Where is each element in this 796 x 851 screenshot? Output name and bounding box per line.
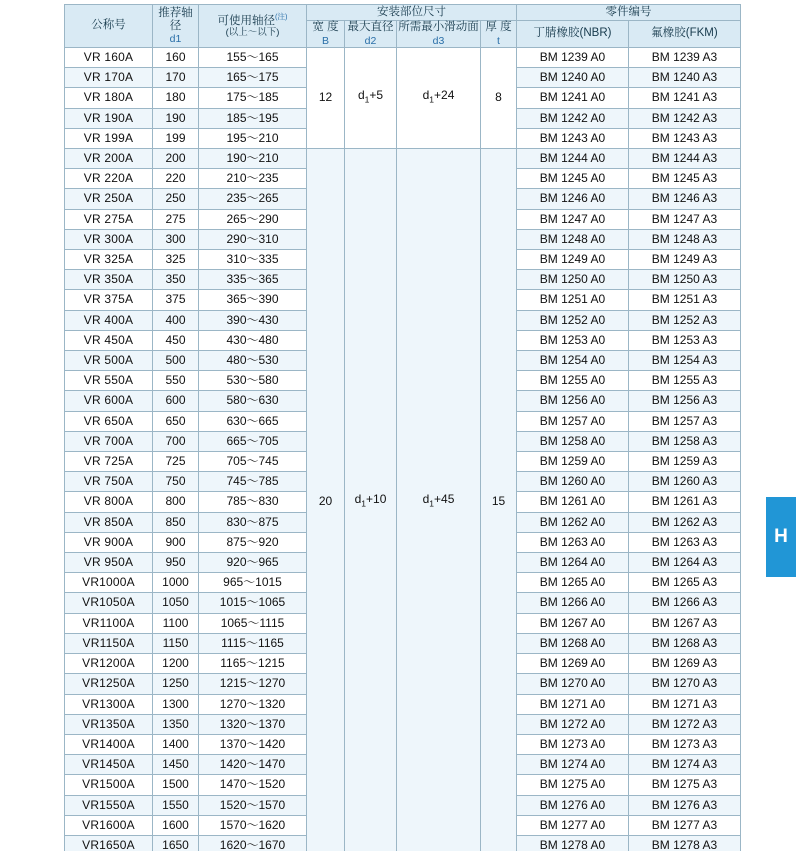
cell-shaft-diameter: 180: [153, 88, 199, 108]
cell-part-number-fkm: BM 1243 A3: [629, 128, 741, 148]
cell-shaft-diameter: 170: [153, 68, 199, 88]
cell-model-name: VR1350A: [65, 714, 153, 734]
cell-model-name: VR1550A: [65, 795, 153, 815]
cell-model-name: VR 400A: [65, 310, 153, 330]
cell-part-number-fkm: BM 1247 A3: [629, 209, 741, 229]
cell-width: 20: [307, 149, 345, 851]
cell-part-number-fkm: BM 1274 A3: [629, 755, 741, 775]
cell-part-number-nbr: BM 1269 A0: [517, 654, 629, 674]
cell-usable-range: 1370～1420: [199, 734, 307, 754]
cell-model-name: VR 950A: [65, 553, 153, 573]
cell-part-number-fkm: BM 1246 A3: [629, 189, 741, 209]
cell-usable-range: 1215～1270: [199, 674, 307, 694]
cell-model-name: VR 800A: [65, 492, 153, 512]
cell-usable-range: 630～665: [199, 411, 307, 431]
cell-part-number-nbr: BM 1262 A0: [517, 512, 629, 532]
cell-usable-range: 1520～1570: [199, 795, 307, 815]
cell-usable-range: 1115～1165: [199, 633, 307, 653]
cell-shaft-diameter: 700: [153, 431, 199, 451]
cell-model-name: VR 850A: [65, 512, 153, 532]
cell-shaft-diameter: 550: [153, 371, 199, 391]
cell-model-name: VR1250A: [65, 674, 153, 694]
cell-usable-range: 830～875: [199, 512, 307, 532]
cell-usable-range: 310～335: [199, 250, 307, 270]
cell-part-number-nbr: BM 1252 A0: [517, 310, 629, 330]
cell-shaft-diameter: 1150: [153, 633, 199, 653]
cell-part-number-fkm: BM 1276 A3: [629, 795, 741, 815]
cell-model-name: VR1000A: [65, 573, 153, 593]
cell-part-number-fkm: BM 1273 A3: [629, 734, 741, 754]
cell-usable-range: 265～290: [199, 209, 307, 229]
cell-usable-range: 1270～1320: [199, 694, 307, 714]
cell-part-number-fkm: BM 1253 A3: [629, 330, 741, 350]
cell-min-sliding-surface: $d_1+24$: [397, 48, 481, 149]
cell-shaft-diameter: 325: [153, 250, 199, 270]
cell-part-number-fkm: BM 1245 A3: [629, 169, 741, 189]
cell-part-number-fkm: BM 1277 A3: [629, 815, 741, 835]
cell-shaft-diameter: 250: [153, 189, 199, 209]
cell-thickness: 8: [481, 48, 517, 149]
cell-part-number-nbr: BM 1264 A0: [517, 553, 629, 573]
cell-part-number-nbr: BM 1260 A0: [517, 472, 629, 492]
cell-shaft-diameter: 850: [153, 512, 199, 532]
cell-width: 12: [307, 48, 345, 149]
cell-shaft-diameter: 750: [153, 472, 199, 492]
cell-shaft-diameter: 1450: [153, 755, 199, 775]
cell-part-number-nbr: BM 1251 A0: [517, 290, 629, 310]
cell-shaft-diameter: 725: [153, 452, 199, 472]
cell-model-name: VR 650A: [65, 411, 153, 431]
cell-model-name: VR 725A: [65, 452, 153, 472]
cell-part-number-nbr: BM 1272 A0: [517, 714, 629, 734]
cell-model-name: VR 325A: [65, 250, 153, 270]
specification-table: [64, 4, 741, 851]
cell-shaft-diameter: 350: [153, 270, 199, 290]
cell-model-name: VR1600A: [65, 815, 153, 835]
cell-shaft-diameter: 1300: [153, 694, 199, 714]
cell-part-number-nbr: BM 1259 A0: [517, 452, 629, 472]
cell-part-number-nbr: BM 1246 A0: [517, 189, 629, 209]
cell-model-name: VR1200A: [65, 654, 153, 674]
cell-model-name: VR 170A: [65, 68, 153, 88]
cell-shaft-diameter: 160: [153, 48, 199, 68]
header-group-part-number: 零件编号: [517, 5, 741, 21]
cell-shaft-diameter: 1050: [153, 593, 199, 613]
cell-shaft-diameter: 950: [153, 553, 199, 573]
cell-part-number-nbr: BM 1263 A0: [517, 532, 629, 552]
cell-shaft-diameter: 1500: [153, 775, 199, 795]
cell-part-number-nbr: BM 1268 A0: [517, 633, 629, 653]
table-body: [65, 48, 741, 851]
cell-usable-range: 290～310: [199, 229, 307, 249]
cell-part-number-nbr: BM 1245 A0: [517, 169, 629, 189]
cell-part-number-fkm: BM 1259 A3: [629, 452, 741, 472]
header-fkm: 氟橡胶(FKM): [629, 21, 741, 48]
cell-part-number-fkm: BM 1248 A3: [629, 229, 741, 249]
cell-shaft-diameter: 500: [153, 351, 199, 371]
cell-part-number-fkm: BM 1244 A3: [629, 149, 741, 169]
cell-model-name: VR 250A: [65, 189, 153, 209]
section-tab-h[interactable]: H: [766, 497, 796, 577]
cell-part-number-fkm: BM 1251 A3: [629, 290, 741, 310]
cell-usable-range: 705～745: [199, 452, 307, 472]
cell-part-number-fkm: BM 1263 A3: [629, 532, 741, 552]
cell-model-name: VR 190A: [65, 108, 153, 128]
header-width: 宽 度 B: [307, 21, 345, 48]
cell-usable-range: 580～630: [199, 391, 307, 411]
cell-part-number-fkm: BM 1265 A3: [629, 573, 741, 593]
cell-model-name: VR 180A: [65, 88, 153, 108]
table-header: [65, 5, 741, 48]
cell-usable-range: 480～530: [199, 351, 307, 371]
cell-part-number-nbr: BM 1277 A0: [517, 815, 629, 835]
table-row: [65, 149, 741, 169]
cell-usable-range: 920～965: [199, 553, 307, 573]
cell-part-number-fkm: BM 1270 A3: [629, 674, 741, 694]
cell-part-number-fkm: BM 1272 A3: [629, 714, 741, 734]
cell-usable-range: 1320～1370: [199, 714, 307, 734]
cell-part-number-nbr: BM 1256 A0: [517, 391, 629, 411]
cell-usable-range: 530～580: [199, 371, 307, 391]
cell-part-number-nbr: BM 1239 A0: [517, 48, 629, 68]
cell-usable-range: 1420～1470: [199, 755, 307, 775]
cell-shaft-diameter: 375: [153, 290, 199, 310]
cell-part-number-nbr: BM 1267 A0: [517, 613, 629, 633]
cell-part-number-fkm: BM 1260 A3: [629, 472, 741, 492]
cell-usable-range: 165～175: [199, 68, 307, 88]
cell-usable-range: 1015～1065: [199, 593, 307, 613]
cell-model-name: VR1050A: [65, 593, 153, 613]
cell-part-number-nbr: BM 1247 A0: [517, 209, 629, 229]
cell-part-number-fkm: BM 1266 A3: [629, 593, 741, 613]
cell-shaft-diameter: 1000: [153, 573, 199, 593]
cell-part-number-nbr: BM 1249 A0: [517, 250, 629, 270]
cell-shaft-diameter: 1400: [153, 734, 199, 754]
cell-part-number-nbr: BM 1274 A0: [517, 755, 629, 775]
cell-usable-range: 1065～1115: [199, 613, 307, 633]
cell-shaft-diameter: 190: [153, 108, 199, 128]
cell-part-number-nbr: BM 1278 A0: [517, 835, 629, 851]
cell-usable-range: 785～830: [199, 492, 307, 512]
cell-part-number-nbr: BM 1253 A0: [517, 330, 629, 350]
cell-model-name: VR 500A: [65, 351, 153, 371]
cell-part-number-fkm: BM 1256 A3: [629, 391, 741, 411]
cell-part-number-nbr: BM 1261 A0: [517, 492, 629, 512]
cell-part-number-fkm: BM 1254 A3: [629, 351, 741, 371]
cell-part-number-fkm: BM 1257 A3: [629, 411, 741, 431]
cell-model-name: VR1300A: [65, 694, 153, 714]
cell-model-name: VR1150A: [65, 633, 153, 653]
cell-usable-range: 1470～1520: [199, 775, 307, 795]
cell-usable-range: 210～235: [199, 169, 307, 189]
cell-part-number-fkm: BM 1275 A3: [629, 775, 741, 795]
cell-shaft-diameter: 275: [153, 209, 199, 229]
cell-part-number-fkm: BM 1267 A3: [629, 613, 741, 633]
cell-model-name: VR 375A: [65, 290, 153, 310]
cell-usable-range: 365～390: [199, 290, 307, 310]
cell-part-number-nbr: BM 1258 A0: [517, 431, 629, 451]
header-recommended-shaft-diameter: 推荐轴径 d1: [153, 5, 199, 48]
cell-usable-range: 1570～1620: [199, 815, 307, 835]
cell-usable-range: 745～785: [199, 472, 307, 492]
cell-shaft-diameter: 1200: [153, 654, 199, 674]
cell-part-number-nbr: BM 1250 A0: [517, 270, 629, 290]
cell-part-number-nbr: BM 1242 A0: [517, 108, 629, 128]
cell-part-number-nbr: BM 1244 A0: [517, 149, 629, 169]
cell-model-name: VR1400A: [65, 734, 153, 754]
cell-part-number-fkm: BM 1250 A3: [629, 270, 741, 290]
cell-part-number-nbr: BM 1265 A0: [517, 573, 629, 593]
cell-usable-range: 235～265: [199, 189, 307, 209]
cell-part-number-fkm: BM 1261 A3: [629, 492, 741, 512]
cell-model-name: VR1500A: [65, 775, 153, 795]
cell-model-name: VR 200A: [65, 149, 153, 169]
cell-shaft-diameter: 1550: [153, 795, 199, 815]
cell-part-number-fkm: BM 1255 A3: [629, 371, 741, 391]
cell-shaft-diameter: 600: [153, 391, 199, 411]
cell-part-number-nbr: BM 1276 A0: [517, 795, 629, 815]
cell-part-number-fkm: BM 1252 A3: [629, 310, 741, 330]
cell-usable-range: 665～705: [199, 431, 307, 451]
header-usable-shaft-diameter: 可使用轴径$^{(注)}$ (以上～以下): [199, 5, 307, 48]
cell-part-number-fkm: BM 1240 A3: [629, 68, 741, 88]
cell-shaft-diameter: 1100: [153, 613, 199, 633]
cell-model-name: VR 220A: [65, 169, 153, 189]
cell-usable-range: 335～365: [199, 270, 307, 290]
header-name: 公称号: [65, 5, 153, 48]
table-row: [65, 48, 741, 68]
cell-usable-range: 1620～1670: [199, 835, 307, 851]
cell-model-name: VR 275A: [65, 209, 153, 229]
header-thickness: 厚 度 t: [481, 21, 517, 48]
cell-part-number-fkm: BM 1264 A3: [629, 553, 741, 573]
cell-max-diameter: $d_1+5$: [345, 48, 397, 149]
cell-model-name: VR 700A: [65, 431, 153, 451]
cell-usable-range: 155～165: [199, 48, 307, 68]
cell-model-name: VR 450A: [65, 330, 153, 350]
header-group-mounting-dimensions: 安装部位尺寸: [307, 5, 517, 21]
cell-part-number-nbr: BM 1257 A0: [517, 411, 629, 431]
cell-shaft-diameter: 650: [153, 411, 199, 431]
cell-model-name: VR 750A: [65, 472, 153, 492]
cell-usable-range: 185～195: [199, 108, 307, 128]
cell-part-number-nbr: BM 1270 A0: [517, 674, 629, 694]
cell-part-number-nbr: BM 1271 A0: [517, 694, 629, 714]
cell-model-name: VR1450A: [65, 755, 153, 775]
cell-usable-range: 430～480: [199, 330, 307, 350]
cell-part-number-nbr: BM 1275 A0: [517, 775, 629, 795]
cell-model-name: VR 600A: [65, 391, 153, 411]
cell-part-number-nbr: BM 1266 A0: [517, 593, 629, 613]
cell-shaft-diameter: 300: [153, 229, 199, 249]
cell-min-sliding-surface: $d_1+45$: [397, 149, 481, 851]
cell-shaft-diameter: 800: [153, 492, 199, 512]
cell-part-number-fkm: BM 1269 A3: [629, 654, 741, 674]
cell-model-name: VR1100A: [65, 613, 153, 633]
cell-part-number-fkm: BM 1239 A3: [629, 48, 741, 68]
cell-shaft-diameter: 400: [153, 310, 199, 330]
cell-part-number-fkm: BM 1271 A3: [629, 694, 741, 714]
header-max-diameter: 最大直径 d2: [345, 21, 397, 48]
cell-part-number-fkm: BM 1249 A3: [629, 250, 741, 270]
cell-model-name: VR 900A: [65, 532, 153, 552]
cell-shaft-diameter: 900: [153, 532, 199, 552]
cell-shaft-diameter: 1600: [153, 815, 199, 835]
cell-shaft-diameter: 1350: [153, 714, 199, 734]
cell-usable-range: 965～1015: [199, 573, 307, 593]
cell-part-number-nbr: BM 1255 A0: [517, 371, 629, 391]
cell-usable-range: 390～430: [199, 310, 307, 330]
cell-part-number-fkm: BM 1268 A3: [629, 633, 741, 653]
cell-part-number-nbr: BM 1243 A0: [517, 128, 629, 148]
cell-usable-range: 195～210: [199, 128, 307, 148]
cell-usable-range: 190～210: [199, 149, 307, 169]
cell-shaft-diameter: 199: [153, 128, 199, 148]
cell-usable-range: 875～920: [199, 532, 307, 552]
cell-part-number-nbr: BM 1273 A0: [517, 734, 629, 754]
cell-part-number-fkm: BM 1258 A3: [629, 431, 741, 451]
cell-part-number-nbr: BM 1241 A0: [517, 88, 629, 108]
cell-shaft-diameter: 1250: [153, 674, 199, 694]
cell-shaft-diameter: 200: [153, 149, 199, 169]
cell-model-name: VR 160A: [65, 48, 153, 68]
cell-thickness: 15: [481, 149, 517, 851]
header-min-sliding-surface: 所需最小滑动面 d3: [398, 21, 479, 47]
cell-model-name: VR1650A: [65, 835, 153, 851]
cell-part-number-fkm: BM 1278 A3: [629, 835, 741, 851]
header-nbr: 丁腈橡胶(NBR): [517, 21, 629, 48]
cell-part-number-fkm: BM 1242 A3: [629, 108, 741, 128]
cell-usable-range: 1165～1215: [199, 654, 307, 674]
cell-model-name: VR 300A: [65, 229, 153, 249]
cell-shaft-diameter: 220: [153, 169, 199, 189]
cell-model-name: VR 550A: [65, 371, 153, 391]
cell-usable-range: 175～185: [199, 88, 307, 108]
cell-shaft-diameter: 1650: [153, 835, 199, 851]
cell-part-number-nbr: BM 1240 A0: [517, 68, 629, 88]
cell-model-name: VR 350A: [65, 270, 153, 290]
cell-max-diameter: $d_1+10$: [345, 149, 397, 851]
cell-model-name: VR 199A: [65, 128, 153, 148]
cell-part-number-nbr: BM 1254 A0: [517, 351, 629, 371]
cell-part-number-fkm: BM 1241 A3: [629, 88, 741, 108]
cell-part-number-fkm: BM 1262 A3: [629, 512, 741, 532]
cell-shaft-diameter: 450: [153, 330, 199, 350]
cell-part-number-nbr: BM 1248 A0: [517, 229, 629, 249]
